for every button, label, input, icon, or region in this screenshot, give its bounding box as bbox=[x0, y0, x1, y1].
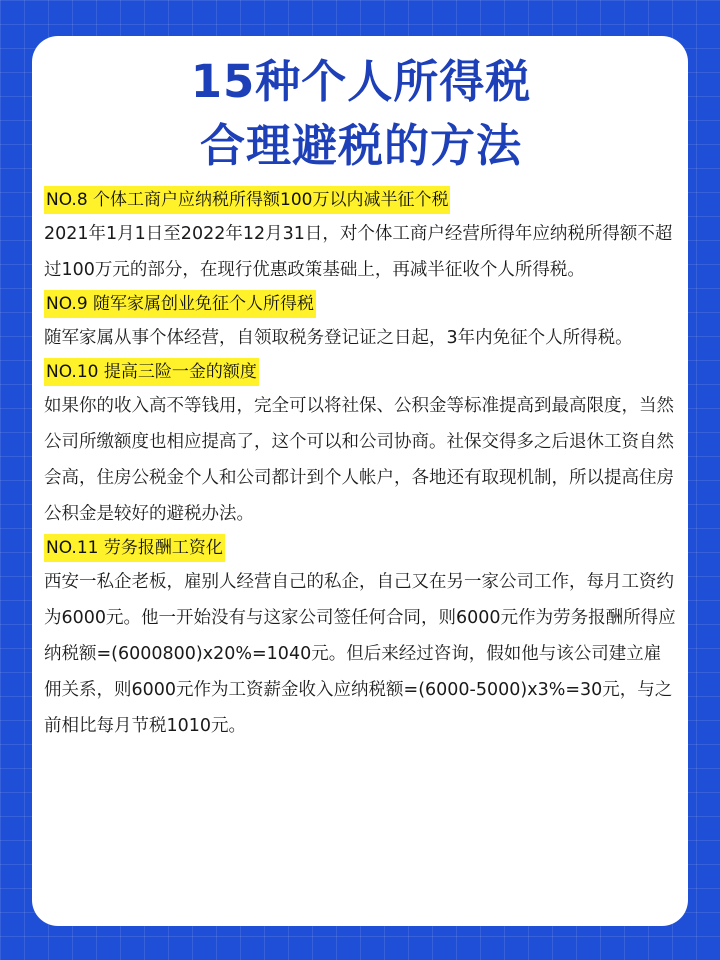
content-card bbox=[32, 36, 688, 926]
section-no11 bbox=[44, 532, 678, 744]
section-body: 2021年1月1日至2022年12月31日，对个体工商户经营所得年应纳税所得额不超过100万元的部分，在现行优惠政策基础上，再减半征收个人所得税。 bbox=[44, 224, 673, 280]
section-heading: NO.10 提高三险一金的额度 bbox=[44, 358, 259, 386]
section-heading: NO.9 随军家属创业免征个人所得税 bbox=[44, 290, 316, 318]
section-heading: NO.8 个体工商户应纳税所得额100万以内减半征个税 bbox=[44, 186, 450, 214]
title-line-2: 合理避税的方法 bbox=[199, 119, 522, 172]
section-no8 bbox=[44, 184, 678, 288]
page-title bbox=[44, 50, 678, 178]
section-heading: NO.11 劳务报酬工资化 bbox=[44, 534, 225, 562]
section-no10 bbox=[44, 356, 678, 532]
section-no9 bbox=[44, 288, 678, 356]
section-body: 西安一私企老板，雇别人经营自己的私企，自己又在另一家公司工作，每月工资约为6000元。他一开始没有与这家公司签任何合同，则6000元作为劳务报酬所得应纳税额=(6000800)x20%=1040元。但后来经过咨询，假如他与该公司建立雇佣关系，则6000元作为工资薪金收入应纳税额=(6000-5000)x3%=30元，与之前相比每月节税1010元。 bbox=[44, 572, 676, 736]
section-body: 随军家属从事个体经营，自领取税务登记证之日起，3年内免征个人所得税。 bbox=[44, 328, 633, 348]
section-body: 如果你的收入高不等钱用，完全可以将社保、公积金等标准提高到最高限度，当然公司所缴额度也相应提高了，这个可以和公司协商。社保交得多之后退休工资自然会高，住房公税金个人和公司都计到个人帐户，各地还有取现机制，所以提高住房公积金是较好的避税办法。 bbox=[44, 396, 674, 524]
title-line-1: 15种个人所得税 bbox=[190, 55, 532, 108]
